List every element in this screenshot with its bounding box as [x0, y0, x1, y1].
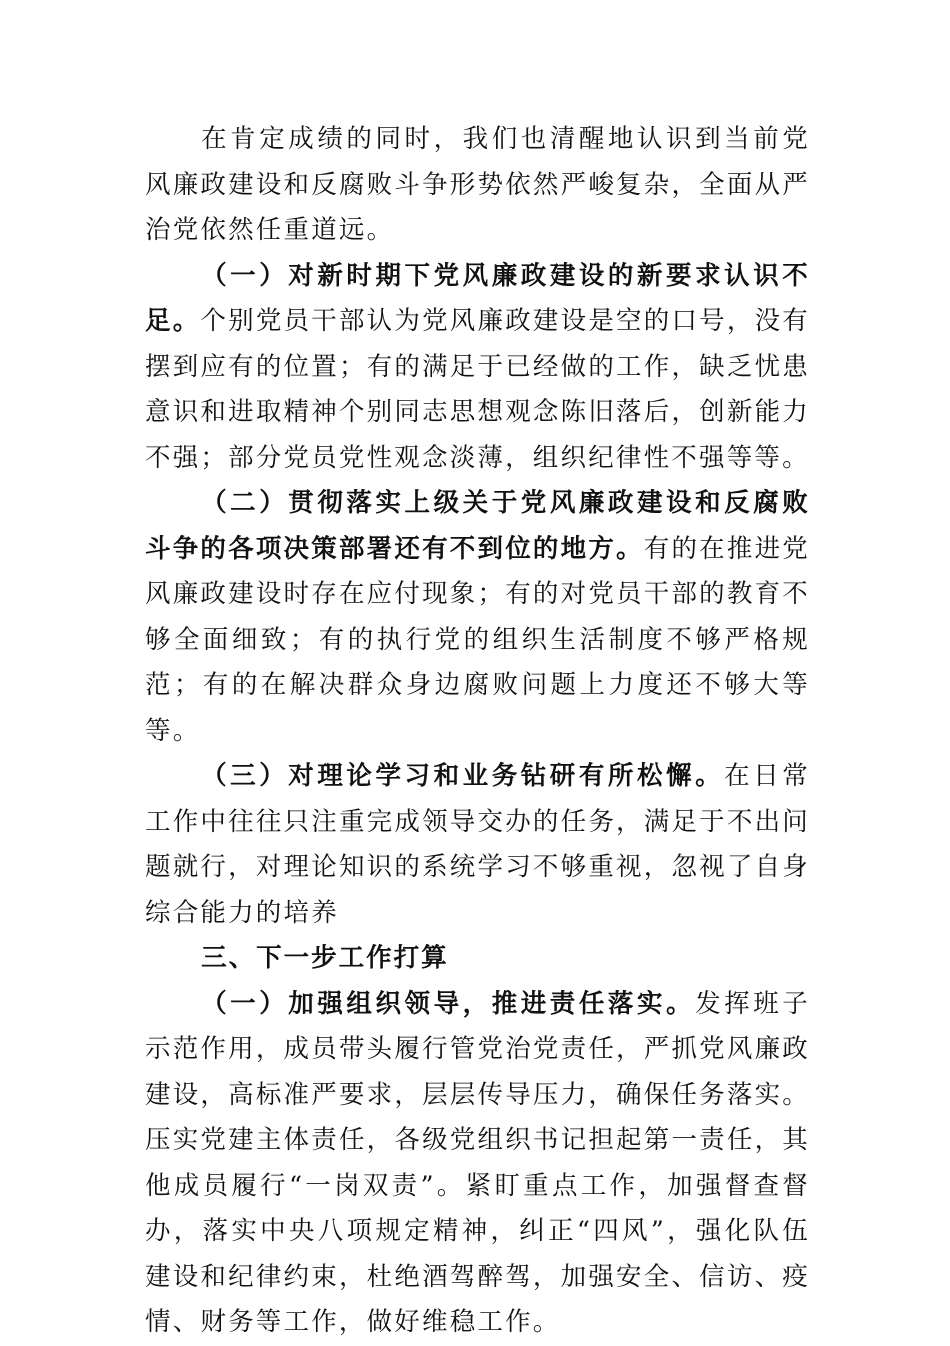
paragraph-lead: （三）对理论学习和业务钻研有所松懈。 — [201, 761, 725, 791]
document-body — [145, 117, 810, 1346]
paragraph-intro — [145, 117, 810, 254]
paragraph-lead: （一）对新时期下党风廉政建设的新要求认识不足。 — [145, 260, 810, 336]
paragraph-body: 个别党员干部认为党风廉政建设是空的口号，没有摆到应有的位置；有的满足于已经做的工作，缺乏忧患意识和进取精神个别同志思想观念陈旧落后，创新能力不强；部分党员党性观念淡薄，组织纪律性不强等等。 — [145, 306, 810, 473]
paragraph-body: 有的在推进党风廉政建设时存在应付现象；有的对党员干部的教育不够全面细致；有的执行党的组织生活制度不够严格规范；有的在解决群众身边腐败问题上力度还不够大等等。 — [145, 533, 810, 746]
paragraph-plan-1 — [145, 982, 810, 1346]
section-heading: 三、下一步工作打算 — [201, 943, 449, 973]
paragraph-lead: （一）加强组织领导，推进责任落实。 — [201, 988, 696, 1019]
paragraph-body: 在日常工作中往往只注重完成领导交办的任务，满足于不出问题就行，对理论知识的系统学习不够重视，忽视了自身综合能力的培养 — [145, 761, 810, 928]
paragraph-lead: （二）贯彻落实上级关于党风廉政建设和反腐败斗争的各项决策部署还有不到位的地方。 — [145, 488, 810, 564]
paragraph-body: 发挥班子示范作用，成员带头履行管党治党责任，严抓党风廉政建设，高标准严要求，层层传导压力，确保任务落实。压实党建主体责任，各级党组织书记担起第一责任，其他成员履行“一岗双责”。紧盯重点工作，加强督查督办，落实中央八项规定精神，纠正“四风”，强化队伍建设和纪律约束，杜绝酒驾醉驾，加强安全、信访、疫情、财务等工作，做好维稳工作。 — [145, 988, 810, 1337]
paragraph-issue-1 — [145, 254, 810, 482]
paragraph-body: 在肯定成绩的同时，我们也清醒地认识到当前党风廉政建设和反腐败斗争形势依然严峻复杂，全面从严治党依然任重道远。 — [145, 124, 810, 245]
paragraph-issue-3 — [145, 754, 810, 936]
paragraph-issue-2 — [145, 481, 810, 754]
